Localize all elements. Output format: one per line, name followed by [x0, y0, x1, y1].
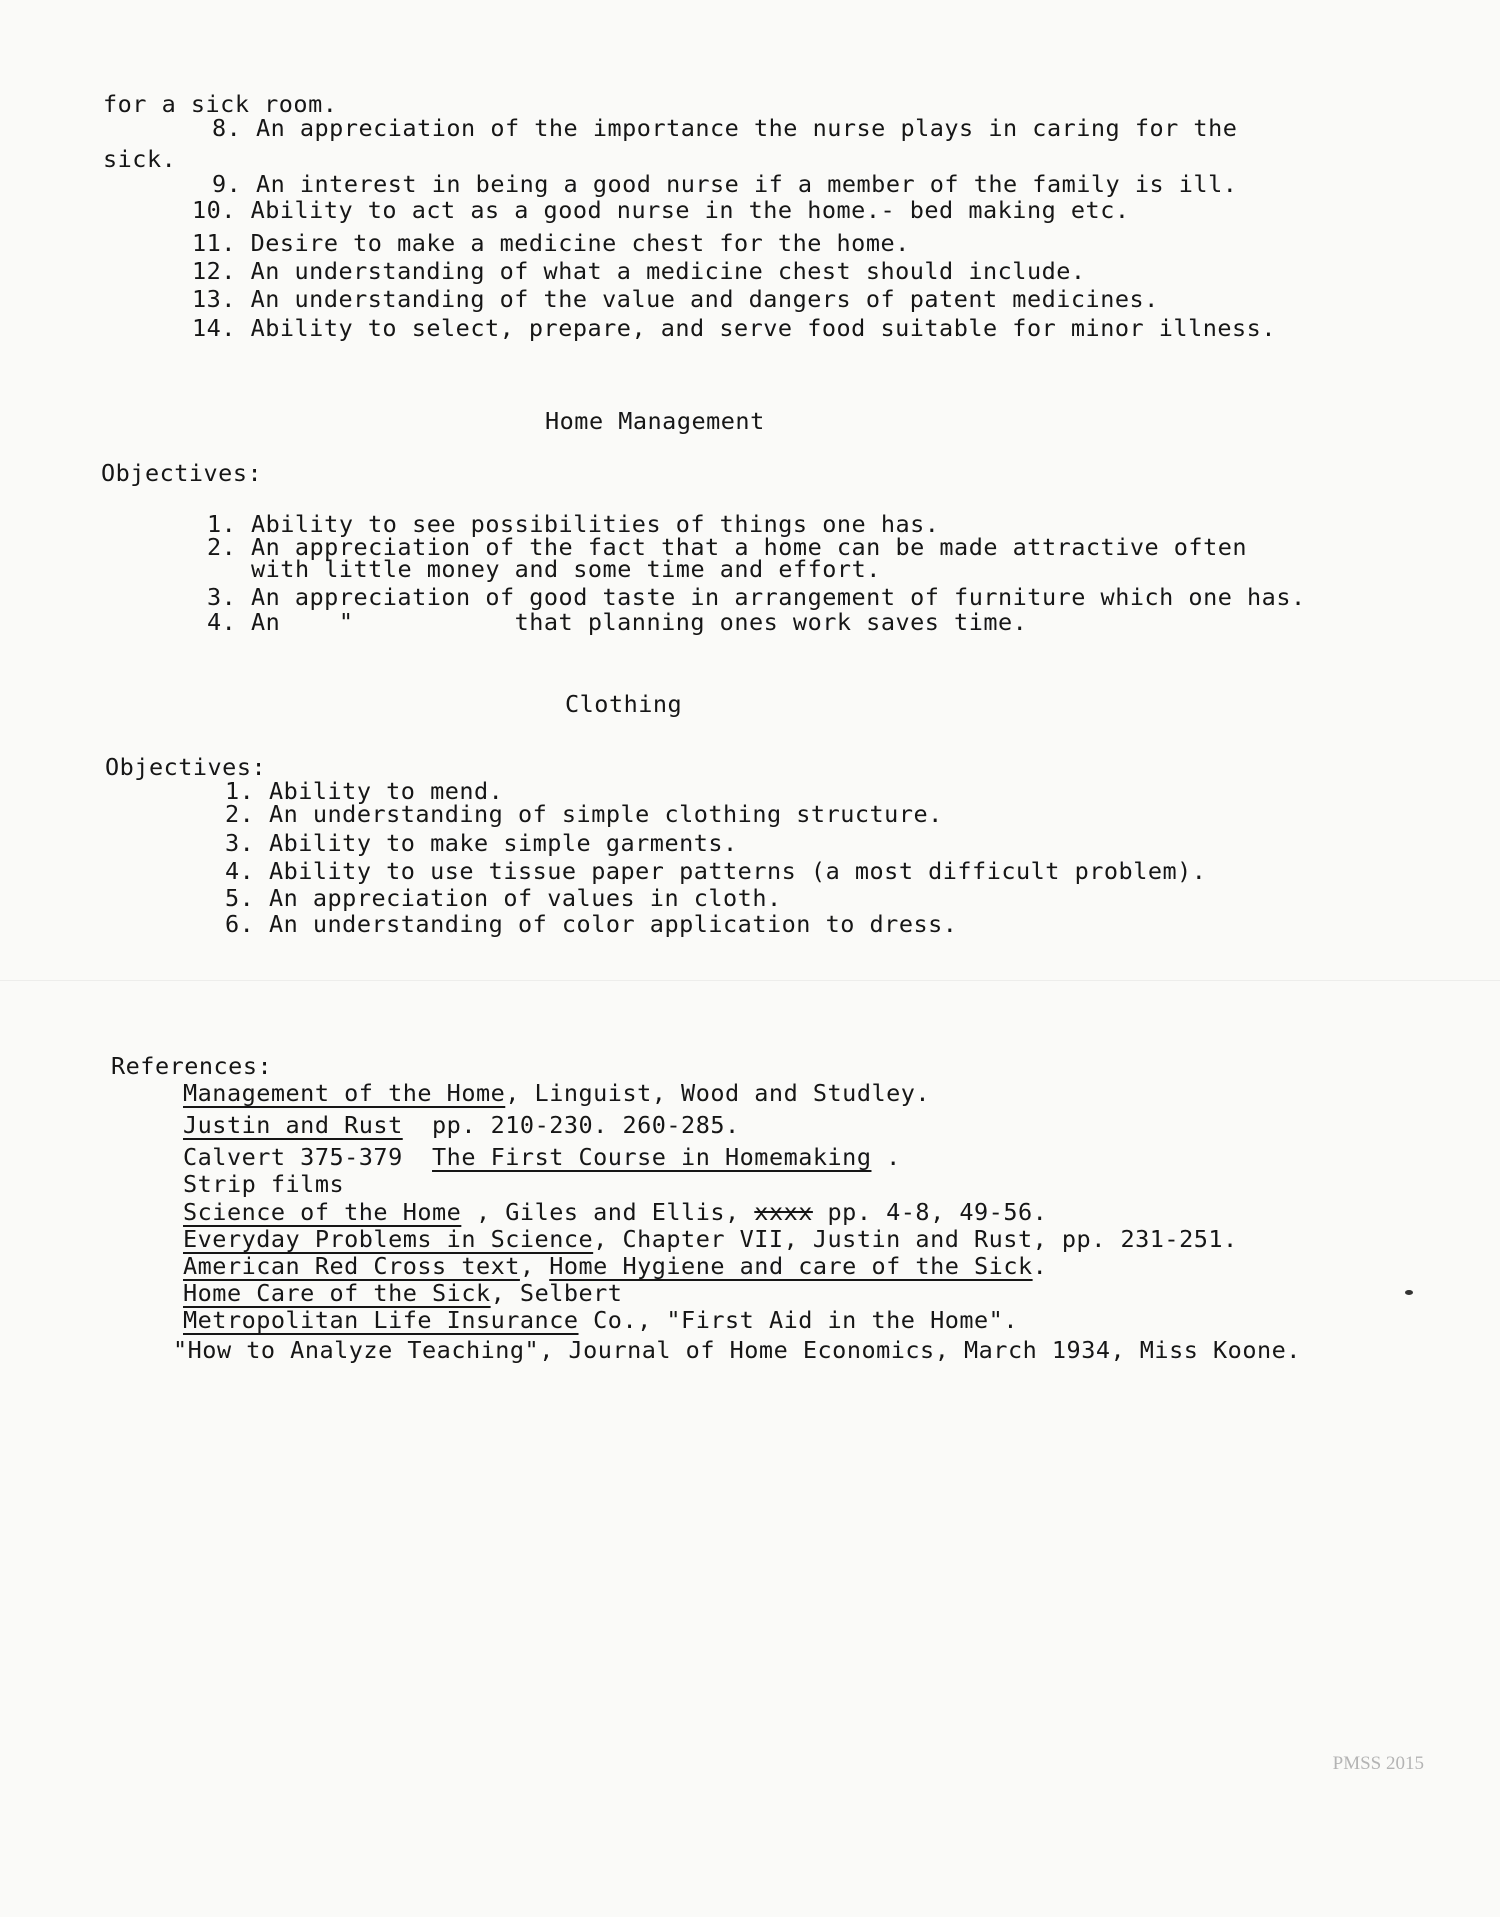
references-label: References: [111, 1052, 273, 1080]
objective-item: 2. An understanding of simple clothing structure. [225, 800, 943, 828]
objective-item: 1. Ability to mend. [225, 777, 504, 805]
objective-item: 9. An interest in being a good nurse if a member of the family is ill. [212, 170, 1238, 198]
objectives-label: Objectives: [105, 753, 267, 781]
ink-speck [1405, 1290, 1413, 1295]
reference-title: American Red Cross text [183, 1252, 520, 1280]
struck-text: xxxx [754, 1198, 813, 1226]
reference-entry: "How to Analyze Teaching", Journal of Home Economics, March 1934, Miss Koone. [173, 1336, 1301, 1364]
reference-detail: . [871, 1143, 901, 1171]
reference-title: Management of the Home [183, 1079, 506, 1107]
reference-title: Metropolitan Life Insurance [183, 1306, 579, 1334]
reference-title: Everyday Problems in Science [183, 1225, 594, 1253]
section-heading-home-management: Home Management [545, 407, 765, 435]
reference-entry [183, 1252, 1047, 1280]
reference-entry [183, 1143, 901, 1171]
objective-item: 10. Ability to act as a good nurse in the home.- bed making etc. [192, 196, 1130, 224]
objective-item: 12. An understanding of what a medicine chest should include. [192, 257, 1086, 285]
text-line-continuation: for a sick room. [103, 90, 338, 118]
reference-entry [183, 1111, 740, 1139]
reference-title: Justin and Rust [183, 1111, 403, 1139]
objective-item: 14. Ability to select, prepare, and serve food suitable for minor illness. [192, 314, 1276, 342]
objective-item: 8. An appreciation of the importance the nurse plays in caring for the [212, 114, 1238, 142]
objective-item: 2. An appreciation of the fact that a home can be made attractive often [207, 533, 1248, 561]
objective-item-continuation: with little money and some time and effort. [251, 555, 881, 583]
objective-item: 6. An understanding of color application to dress. [225, 910, 958, 938]
reference-entry [183, 1079, 930, 1107]
reference-entry: Strip films [183, 1170, 345, 1198]
objective-item: 4. An " that planning ones work saves time. [207, 608, 1028, 636]
objective-item: 4. Ability to use tissue paper patterns (a most difficult problem). [225, 857, 1207, 885]
objective-item: 5. An appreciation of values in cloth. [225, 884, 782, 912]
reference-entry [183, 1279, 622, 1307]
reference-title: Science of the Home [183, 1198, 462, 1226]
reference-detail: , [519, 1252, 550, 1280]
reference-detail: , Giles and Ellis, [461, 1198, 755, 1226]
reference-title: Home Hygiene and care of the Sick [549, 1252, 1033, 1280]
reference-title: Home Care of the Sick [183, 1279, 491, 1307]
objective-item: 13. An understanding of the value and dangers of patent medicines. [192, 285, 1159, 313]
reference-entry [183, 1198, 1047, 1226]
reference-title: The First Course in Homemaking [432, 1143, 872, 1171]
objective-item: 11. Desire to make a medicine chest for the home. [192, 229, 910, 257]
reference-detail: Co., "First Aid in the Home". [578, 1306, 1018, 1334]
text-line-continuation: sick. [103, 145, 177, 173]
reference-detail: . [1032, 1252, 1048, 1280]
reference-entry [183, 1225, 1238, 1253]
section-heading-clothing: Clothing [565, 690, 683, 718]
reference-entry [183, 1306, 1018, 1334]
reference-detail: pp. 4-8, 49-56. [812, 1198, 1048, 1226]
reference-detail: Calvert 375-379 [183, 1143, 433, 1171]
paper-fold [0, 980, 1500, 981]
objective-item: 3. Ability to make simple garments. [225, 829, 738, 857]
objectives-label: Objectives: [101, 459, 263, 487]
objective-item: 3. An appreciation of good taste in arrangement of furniture which one has. [207, 583, 1306, 611]
objective-item: 1. Ability to see possibilities of things one has. [207, 510, 940, 538]
reference-detail: , Selbert [490, 1279, 623, 1307]
reference-detail: , Chapter VII, Justin and Rust, pp. 231-251. [593, 1225, 1238, 1253]
reference-detail: , Linguist, Wood and Studley. [505, 1079, 931, 1107]
reference-detail: pp. 210-230. 260-285. [402, 1111, 740, 1139]
archive-watermark: PMSS 2015 [1332, 1753, 1424, 1774]
